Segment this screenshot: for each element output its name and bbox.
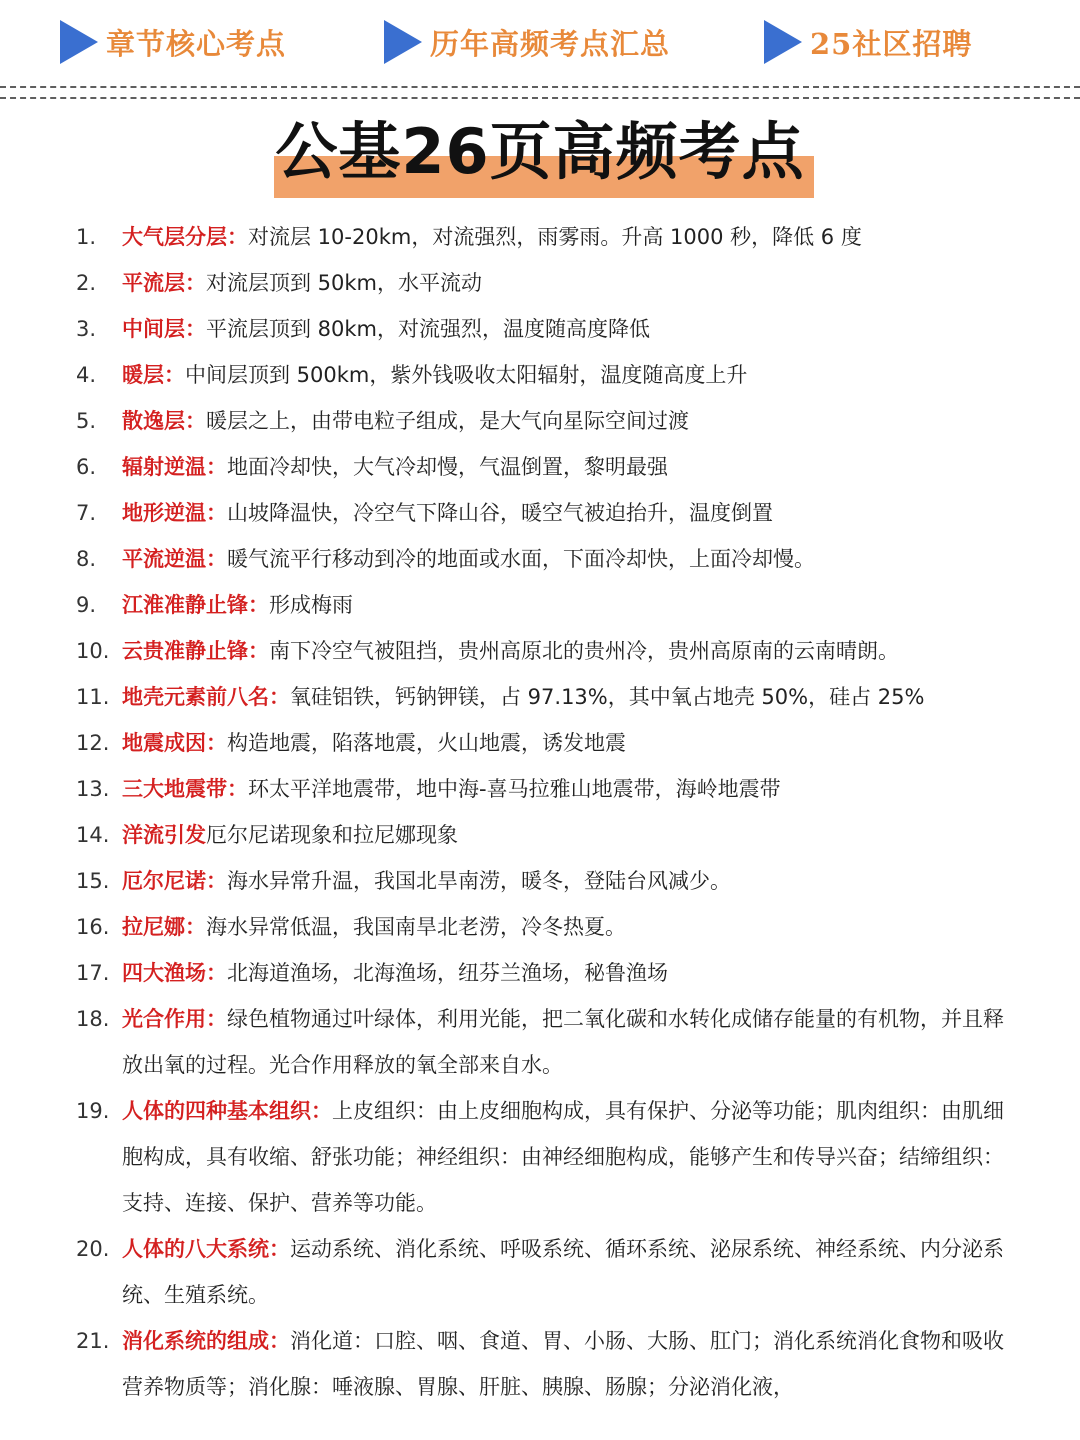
list-item <box>76 444 1006 490</box>
item-number: 13. <box>76 777 110 801</box>
item-text: 山坡降温快，冷空气下降山谷，暖空气被迫抬升，温度倒置 <box>227 501 773 525</box>
item-text: 海水异常升温，我国北旱南涝，暖冬，登陆台风减少。 <box>227 869 731 893</box>
list-item <box>76 582 1006 628</box>
list-item <box>76 536 1006 582</box>
page-title <box>0 112 1080 202</box>
item-text: 中间层顶到 500km，紫外钱吸收太阳辐射，温度随高度上升 <box>185 363 748 387</box>
list-item <box>76 628 1006 674</box>
item-keyword: 拉尼娜： <box>122 915 206 939</box>
item-text: 氧硅铝铁，钙钠钾镁，占 97.13%，其中氧占地壳 50%，硅占 25% <box>290 685 925 709</box>
dashed-divider-bottom <box>0 97 1080 99</box>
item-number: 1. <box>76 225 97 249</box>
nav-item-label: 历年高频考点汇总 <box>430 26 671 61</box>
item-keyword: 地壳元素前八名： <box>122 685 290 709</box>
item-keyword: 三大地震带： <box>122 777 248 801</box>
item-text: 环太平洋地震带，地中海-喜马拉雅山地震带，海岭地震带 <box>248 777 781 801</box>
nav-item-label: 章节核心考点 <box>106 26 287 61</box>
item-keyword: 辐射逆温： <box>122 455 227 479</box>
list-item <box>76 904 1006 950</box>
item-number: 19. <box>76 1099 110 1123</box>
item-keyword: 大气层分层： <box>122 225 248 249</box>
item-keyword: 消化系统的组成： <box>122 1329 290 1353</box>
nav-item-community-recruit[interactable] <box>764 18 972 66</box>
item-text: 暖气流平行移动到冷的地面或水面，下面冷却快，上面冷却慢。 <box>227 547 815 571</box>
list-item <box>76 260 1006 306</box>
item-text: 厄尔尼诺现象和拉尼娜现象 <box>206 823 458 847</box>
list-item <box>76 1088 1006 1226</box>
list-item <box>76 996 1006 1088</box>
item-keyword: 光合作用： <box>122 1007 227 1031</box>
item-keyword: 平流层： <box>122 271 206 295</box>
item-number: 17. <box>76 961 110 985</box>
key-points-list <box>76 214 1006 1410</box>
list-item <box>76 214 1006 260</box>
item-text: 对流层 10-20km，对流强烈，雨雾雨。升高 1000 秒，降低 6 度 <box>248 225 862 249</box>
nav-item-history-summary[interactable] <box>384 18 670 66</box>
item-text: 消化道：口腔、咽、食道、胃、小肠、大肠、肛门；消化系统消化食物和吸收营养物质等；消化腺：唾液腺、胃腺、肝脏、胰腺、肠腺；分泌消化液， <box>122 1329 1004 1399</box>
item-number: 12. <box>76 731 110 755</box>
item-keyword: 散逸层： <box>122 409 206 433</box>
list-item <box>76 352 1006 398</box>
item-number: 11. <box>76 685 110 709</box>
item-keyword: 云贵准静止锋： <box>122 639 269 663</box>
item-text: 地面冷却快，大气冷却慢，气温倒置，黎明最强 <box>227 455 668 479</box>
item-number: 18. <box>76 1007 110 1031</box>
list-item <box>76 950 1006 996</box>
item-number: 20. <box>76 1237 110 1261</box>
item-keyword: 人体的四种基本组织： <box>122 1099 332 1123</box>
item-text: 绿色植物通过叶绿体，利用光能，把二氧化碳和水转化成储存能量的有机物，并且释放出氧的过程。光合作用释放的氧全部来自水。 <box>122 1007 1004 1077</box>
item-number: 3. <box>76 317 97 341</box>
item-keyword: 四大渔场： <box>122 961 227 985</box>
page-title-text: 公基26页高频考点 <box>275 115 805 188</box>
item-number: 16. <box>76 915 110 939</box>
item-text: 上皮组织：由上皮细胞构成，具有保护、分泌等功能；肌肉组织：由肌细胞构成，具有收缩、舒张功能；神经组织：由神经细胞构成，能够产生和传导兴奋；结缔组织：支持、连接、保护、营养等功能。 <box>122 1099 1004 1215</box>
item-keyword: 江淮准静止锋： <box>122 593 269 617</box>
item-number: 10. <box>76 639 110 663</box>
item-text: 暖层之上，由带电粒子组成，是大气向星际空间过渡 <box>206 409 689 433</box>
list-item <box>76 812 1006 858</box>
item-number: 6. <box>76 455 97 479</box>
item-text: 构造地震，陷落地震，火山地震，诱发地震 <box>227 731 626 755</box>
item-number: 15. <box>76 869 110 893</box>
item-keyword: 暖层： <box>122 363 185 387</box>
item-keyword: 平流逆温： <box>122 547 227 571</box>
item-number: 2. <box>76 271 97 295</box>
item-text: 海水异常低温，我国南旱北老涝，冷冬热夏。 <box>206 915 626 939</box>
item-keyword: 人体的八大系统： <box>122 1237 290 1261</box>
list-item <box>76 674 1006 720</box>
item-number: 5. <box>76 409 97 433</box>
item-keyword: 厄尔尼诺： <box>122 869 227 893</box>
list-item <box>76 306 1006 352</box>
list-item <box>76 720 1006 766</box>
item-number: 7. <box>76 501 97 525</box>
item-number: 8. <box>76 547 97 571</box>
list-item <box>76 1226 1006 1318</box>
item-text: 形成梅雨 <box>269 593 353 617</box>
dashed-divider-top <box>0 86 1080 88</box>
item-keyword: 洋流引发 <box>122 823 206 847</box>
list-item <box>76 858 1006 904</box>
nav-item-label: 25社区招聘 <box>810 26 973 61</box>
item-text: 运动系统、消化系统、呼吸系统、循环系统、泌尿系统、神经系统、内分泌系统、生殖系统。 <box>122 1237 1004 1307</box>
list-item <box>76 766 1006 812</box>
item-keyword: 地震成因： <box>122 731 227 755</box>
item-text: 平流层顶到 80km，对流强烈，温度随高度降低 <box>206 317 651 341</box>
top-nav <box>0 0 1080 84</box>
item-text: 北海道渔场，北海渔场，纽芬兰渔场，秘鲁渔场 <box>227 961 668 985</box>
item-text: 对流层顶到 50km，水平流动 <box>206 271 483 295</box>
item-number: 4. <box>76 363 97 387</box>
item-keyword: 中间层： <box>122 317 206 341</box>
list-item <box>76 1318 1006 1410</box>
list-item <box>76 398 1006 444</box>
item-keyword: 地形逆温： <box>122 501 227 525</box>
play-triangle-icon <box>384 20 422 64</box>
list-item <box>76 490 1006 536</box>
nav-item-chapter-points[interactable] <box>60 18 286 66</box>
item-number: 21. <box>76 1329 110 1353</box>
item-number: 14. <box>76 823 110 847</box>
item-number: 9. <box>76 593 97 617</box>
play-triangle-icon <box>764 20 802 64</box>
play-triangle-icon <box>60 20 98 64</box>
item-text: 南下冷空气被阻挡，贵州高原北的贵州冷，贵州高原南的云南晴朗。 <box>269 639 899 663</box>
